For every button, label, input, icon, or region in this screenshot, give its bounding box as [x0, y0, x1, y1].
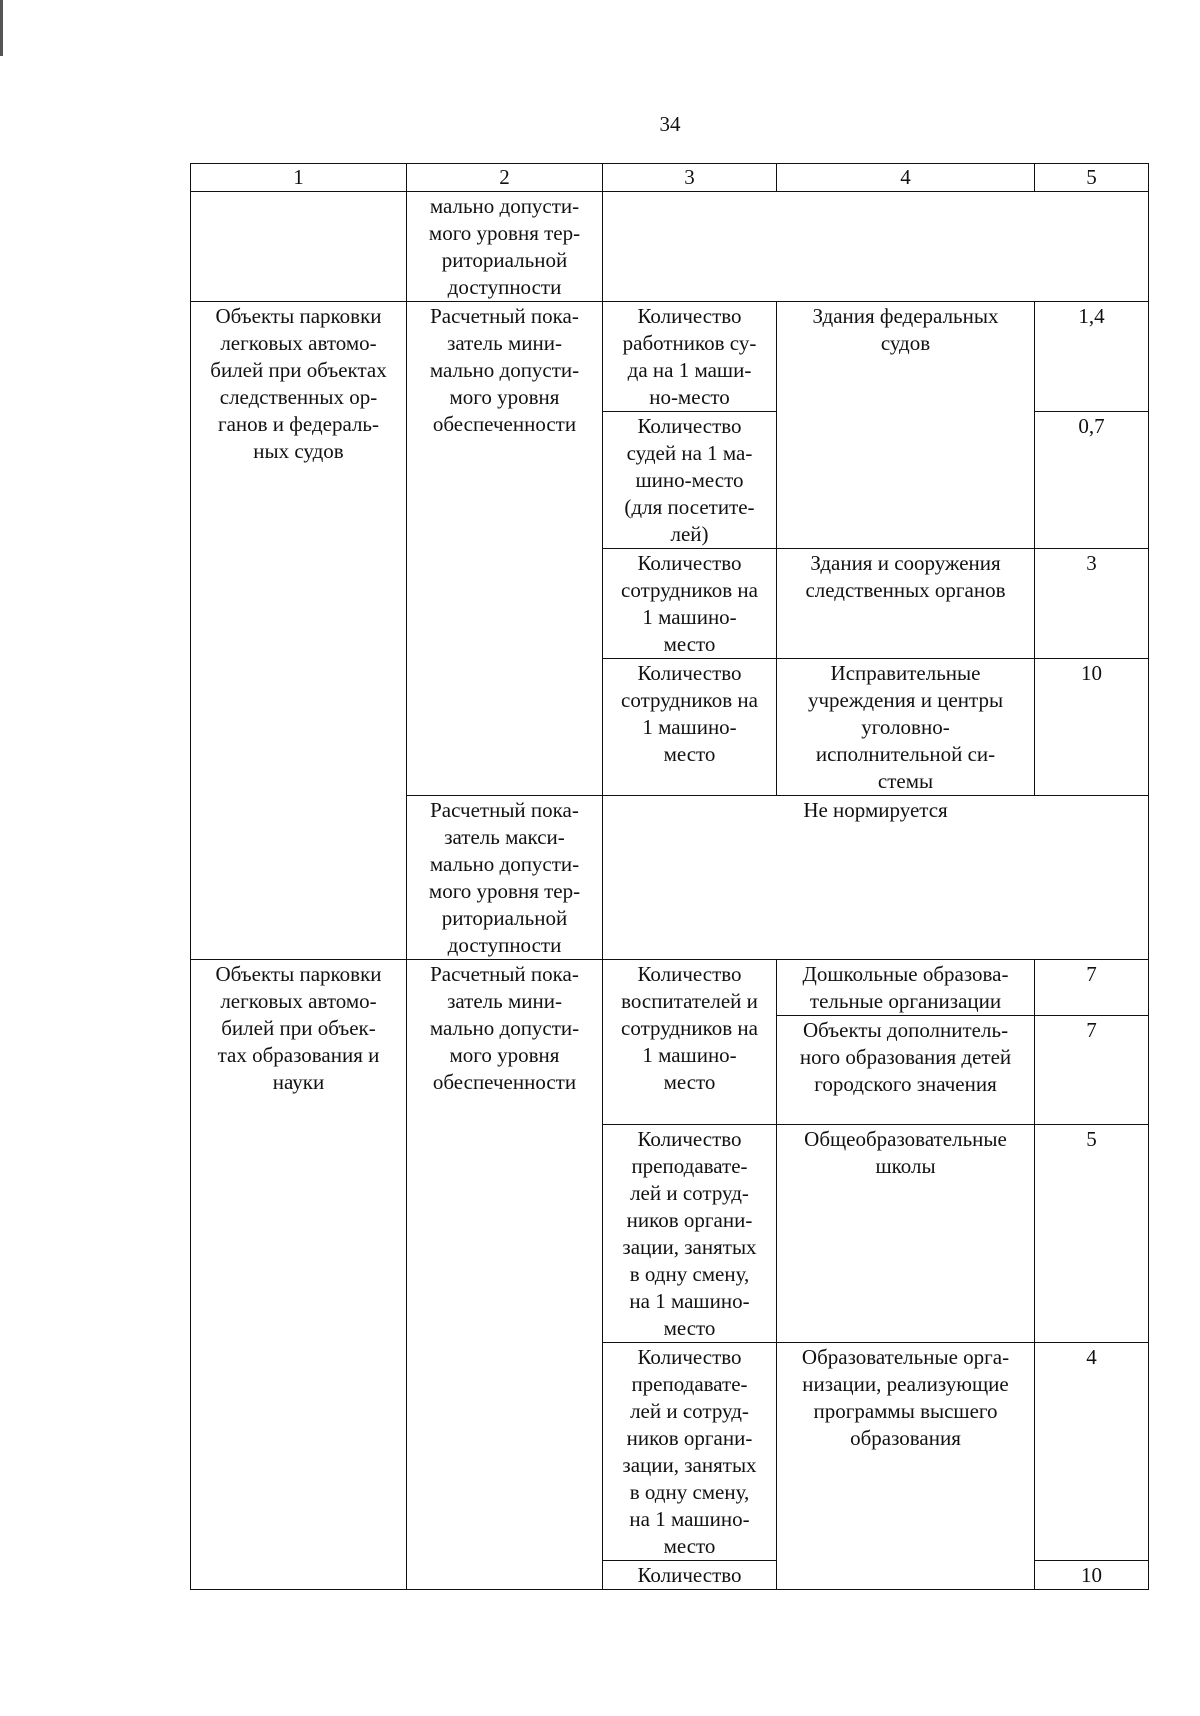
- continuation-indicator-cell: [407, 192, 603, 302]
- text-line: сотрудников на: [621, 578, 758, 602]
- text-line: Общеобразовательные: [804, 1127, 1007, 1151]
- court-judges-unit-cell: [603, 412, 777, 549]
- text-line: место: [663, 1070, 716, 1094]
- text-line: Здания и сооружения: [810, 551, 1001, 575]
- text-line: 1 машино-: [642, 1043, 737, 1067]
- text-line: зации, занятых: [622, 1453, 757, 1477]
- higher-education-unit-cell: [603, 1343, 777, 1561]
- text-line: место: [663, 632, 716, 656]
- higher-education-facility-cell: [777, 1343, 1035, 1590]
- text-line: следственных ор-: [219, 385, 378, 409]
- text-line: ников органи-: [626, 1426, 753, 1450]
- text-line: сотрудников на: [621, 1016, 758, 1040]
- text-line: Количество: [637, 1345, 742, 1369]
- text-line: учреждения и центры: [807, 688, 1004, 712]
- text-line: в одну смену,: [629, 1262, 750, 1286]
- text-line: Количество: [637, 1563, 742, 1587]
- court-workers-unit-cell: [603, 302, 777, 412]
- text-line: преподавате-: [631, 1154, 748, 1178]
- text-line: обеспеченности: [432, 1070, 577, 1094]
- text-line: затель мини-: [447, 989, 562, 1013]
- text-line: Здания федеральных: [812, 304, 999, 328]
- scan-edge-mark: [0, 0, 3, 56]
- page-number: 34: [659, 112, 681, 136]
- investigative-unit-cell: [603, 549, 777, 659]
- text-line: легковых автомо-: [220, 989, 377, 1013]
- text-line: риториальной: [441, 906, 568, 930]
- educators-unit-cell: [603, 960, 777, 1125]
- text-line: воспитателей и: [621, 989, 758, 1013]
- text-line: мально допусти-: [429, 1016, 580, 1040]
- text-line: билей при объектах: [210, 358, 387, 382]
- text-line: ников органи-: [626, 1208, 753, 1232]
- column-number-1: 1: [191, 164, 407, 192]
- column-number-3: 3: [603, 164, 777, 192]
- text-line: место: [663, 742, 716, 766]
- text-line: судей на 1 ма-: [626, 441, 753, 465]
- column-number-2: 2: [407, 164, 603, 192]
- text-line: городского значения: [814, 1072, 997, 1096]
- text-line: сотрудников на: [621, 688, 758, 712]
- table-row-court-workers: [191, 302, 1149, 412]
- text-line: судов: [880, 331, 931, 355]
- text-line: работников су-: [622, 331, 757, 355]
- additional-education-facility-cell: [777, 1016, 1035, 1125]
- text-line: Исправительные: [830, 661, 981, 685]
- schools-facility-cell: [777, 1125, 1035, 1343]
- text-line: Количество: [637, 962, 742, 986]
- table-row-preschool: [191, 960, 1149, 1016]
- text-line: образования: [850, 1426, 961, 1450]
- court-object-cell: [191, 302, 407, 960]
- text-line: билей при объек-: [221, 1016, 376, 1040]
- text-line: но-место: [649, 385, 730, 409]
- text-line: 1 машино-: [642, 605, 737, 629]
- court-facility-cell: [777, 302, 1035, 549]
- investigative-facility-cell: [777, 549, 1035, 659]
- text-line: Расчетный пока-: [430, 304, 579, 328]
- text-line: шино-место: [635, 468, 744, 492]
- preschool-facility-cell: [777, 960, 1035, 1016]
- higher-education-value: 4: [1035, 1343, 1149, 1561]
- last-unit-cell: [603, 1561, 777, 1590]
- text-line: лей): [670, 522, 709, 546]
- text-line: мого уровня: [449, 1043, 560, 1067]
- court-workers-value: 1,4: [1035, 302, 1149, 412]
- text-line: преподавате-: [631, 1372, 748, 1396]
- text-line: Количество: [637, 661, 742, 685]
- continuation-empty-cell: [603, 192, 1149, 302]
- text-line: доступности: [447, 933, 562, 957]
- text-line: Дошкольные образова-: [802, 962, 1009, 986]
- text-line: место: [663, 1534, 716, 1558]
- text-line: науки: [272, 1070, 325, 1094]
- correctional-value: 10: [1035, 659, 1149, 796]
- court-min-indicator-cell: [407, 302, 603, 796]
- text-line: Образовательные орга-: [801, 1345, 1010, 1369]
- court-max-indicator-cell: [407, 796, 603, 960]
- text-line: обеспеченности: [432, 412, 577, 436]
- text-line: следственных органов: [805, 578, 1006, 602]
- text-line: легковых автомо-: [220, 331, 377, 355]
- schools-value: 5: [1035, 1125, 1149, 1343]
- text-line: Количество: [637, 304, 742, 328]
- continuation-object-cell: [191, 192, 407, 302]
- text-line: мально допусти-: [429, 852, 580, 876]
- text-line: лей и сотруд-: [630, 1399, 749, 1423]
- text-line: мого уровня: [449, 385, 560, 409]
- correctional-unit-cell: [603, 659, 777, 796]
- text-line: исполнительной си-: [815, 742, 996, 766]
- text-line: Количество: [637, 551, 742, 575]
- text-line: Количество: [637, 414, 742, 438]
- text-line: Расчетный пока-: [430, 962, 579, 986]
- text-line: 1 машино-: [642, 715, 737, 739]
- text-line: на 1 машино-: [629, 1289, 750, 1313]
- text-line: зации, занятых: [622, 1235, 757, 1259]
- text-line: стемы: [877, 769, 934, 793]
- text-line: (для посетите-: [624, 495, 755, 519]
- text-line: тельные организации: [809, 989, 1002, 1013]
- text-line: низации, реализующие: [802, 1372, 1009, 1396]
- investigative-value: 3: [1035, 549, 1149, 659]
- text-line: мого уровня тер-: [428, 879, 581, 903]
- text-line: риториальной: [441, 248, 568, 272]
- text-line: школы: [875, 1154, 936, 1178]
- text-line: Объекты парковки: [215, 962, 382, 986]
- text-line: на 1 машино-: [629, 1507, 750, 1531]
- text-line: мально допусти-: [429, 194, 580, 218]
- last-value: 10: [1035, 1561, 1149, 1590]
- text-line: ных судов: [253, 439, 344, 463]
- text-line: уголовно-: [861, 715, 950, 739]
- table-header-row: [191, 164, 1149, 192]
- schools-unit-cell: [603, 1125, 777, 1343]
- text-line: мого уровня тер-: [428, 221, 581, 245]
- text-line: да на 1 маши-: [627, 358, 752, 382]
- education-min-indicator-cell: [407, 960, 603, 1590]
- court-judges-value: 0,7: [1035, 412, 1149, 549]
- text-line: лей и сотруд-: [630, 1181, 749, 1205]
- preschool-value: 7: [1035, 960, 1149, 1016]
- text-line: затель макси-: [444, 825, 565, 849]
- text-line: мально допусти-: [429, 358, 580, 382]
- text-line: место: [663, 1316, 716, 1340]
- text-line: Объекты дополнитель-: [802, 1018, 1009, 1042]
- norms-table: [190, 163, 1149, 1590]
- text-line: Объекты парковки: [215, 304, 382, 328]
- text-line: Расчетный пока-: [430, 798, 579, 822]
- text-line: ного образования детей: [799, 1045, 1012, 1069]
- correctional-facility-cell: [777, 659, 1035, 796]
- text-line: тах образования и: [217, 1043, 380, 1067]
- column-number-4: 4: [777, 164, 1035, 192]
- not-normed-cell: Не нормируется: [603, 796, 1149, 960]
- text-line: в одну смену,: [629, 1480, 750, 1504]
- text-line: Количество: [637, 1127, 742, 1151]
- table-row-continuation: [191, 192, 1149, 302]
- text-line: программы высшего: [813, 1399, 998, 1423]
- text-line: затель мини-: [447, 331, 562, 355]
- column-number-5: 5: [1035, 164, 1149, 192]
- additional-education-value: 7: [1035, 1016, 1149, 1125]
- text-line: ганов и федераль-: [217, 412, 380, 436]
- text-line: доступности: [447, 275, 562, 299]
- education-object-cell: [191, 960, 407, 1590]
